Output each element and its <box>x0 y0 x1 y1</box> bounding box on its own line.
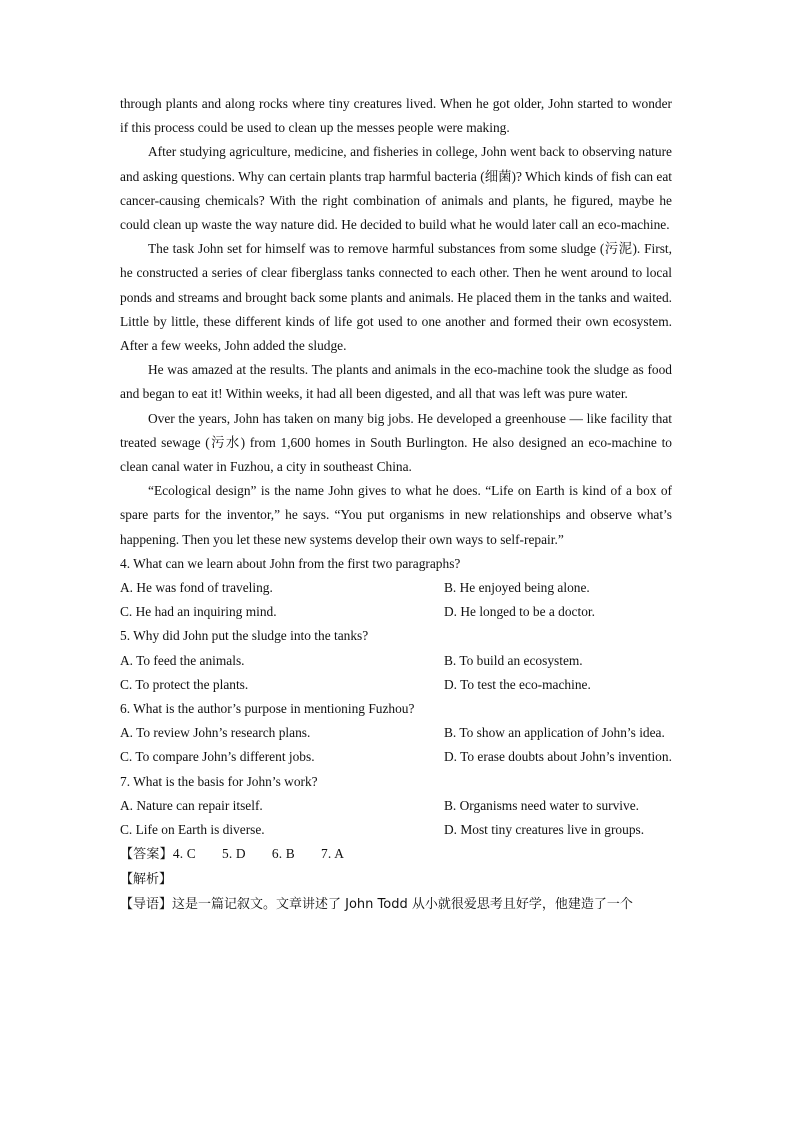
question-stem: 6. What is the author’s purpose in mentioning Fuzhou? <box>120 701 415 717</box>
option-b: B. He enjoyed being alone. <box>444 580 590 596</box>
answer-item: 6. B <box>271 846 295 862</box>
option-c: C. To compare John’s different jobs. <box>120 749 315 765</box>
answer-item: 7. A <box>320 846 345 862</box>
question-stem: 7. What is the basis for John’s work? <box>120 773 318 789</box>
question-5 <box>120 624 672 697</box>
guide-line <box>120 892 672 917</box>
option-a: A. He was fond of traveling. <box>120 580 273 596</box>
option-c: C. To protect the plants. <box>120 676 249 692</box>
options <box>120 794 672 842</box>
answer-label: 【答案】 <box>120 847 173 863</box>
option-b: B. To build an ecosystem. <box>444 652 583 668</box>
question-4 <box>120 552 672 625</box>
analysis-label: 【解析】 <box>120 871 173 887</box>
option-a: A. To review John’s research plans. <box>120 725 311 741</box>
question-6 <box>120 697 672 770</box>
option-c: C. He had an inquiring mind. <box>120 604 277 620</box>
passage-paragraph-1: through plants and along rocks where tiny creatures lived. When he got older, John started to wonder if this process could be used to clean up the messes people were making. <box>120 96 672 136</box>
option-d: D. He longed to be a doctor. <box>444 604 595 620</box>
answer-line <box>120 842 672 867</box>
question-stem: 5. Why did John put the sludge into the tanks? <box>120 628 369 644</box>
passage-paragraph-6: “Ecological design” is the name John gives to what he does. “Life on Earth is kind of a box of spare parts for the inventor,” he says. “You put organisms in new relationships and observe what’s happening. Then you let these new systems develop their own ways to self-repair.” <box>120 483 672 547</box>
guide-label: 【导语】 <box>120 896 173 912</box>
option-b: B. Organisms need water to survive. <box>444 797 639 813</box>
options <box>120 576 672 624</box>
option-d: D. To erase doubts about John’s invention. <box>444 749 672 765</box>
passage-paragraph-2: After studying agriculture, medicine, and fisheries in college, John went back to observing nature and asking questions. Why can certain plants trap harmful bacteria (细菌)? Which kinds of fish can eat cancer-causing chemicals? With the right combination of animals and plants, he figured, maybe he could clean up waste the way nature did. He decided to build what he would later call an eco-machine. <box>120 144 672 233</box>
option-b: B. To show an application of John’s idea. <box>444 725 665 741</box>
options <box>120 649 672 697</box>
guide-text: 这是一篇记叙文。文章讲述了 John Todd 从小就很爱思考且好学，他建造了一个 <box>172 896 633 912</box>
document-page <box>120 92 672 917</box>
passage-paragraph-5: Over the years, John has taken on many big jobs. He developed a greenhouse — like facility that treated sewage (污水) from 1,600 homes in South Burlington. He also designed an eco-machine to clean canal water in Fuzhou, a city in southeast China. <box>120 410 672 475</box>
option-d: D. Most tiny creatures live in groups. <box>444 822 645 838</box>
answer-item: 5. D <box>221 846 246 862</box>
passage-paragraph-4: He was amazed at the results. The plants and animals in the eco-machine took the sludge as food and began to eat it! Within weeks, it had all been digested, and all that was left was pure water. <box>120 362 672 402</box>
option-a: A. To feed the animals. <box>120 652 245 668</box>
option-c: C. Life on Earth is diverse. <box>120 822 265 838</box>
options <box>120 721 672 769</box>
option-a: A. Nature can repair itself. <box>120 797 263 813</box>
question-stem: 4. What can we learn about John from the first two paragraphs? <box>120 555 461 571</box>
passage-paragraph-3: The task John set for himself was to remove harmful substances from some sludge (污泥). First, he constructed a series of clear fiberglass tanks connected to each other. Then he went around to local ponds and streams and brought back some plants and animals. He placed them in the tanks and waited. Little by little, these different kinds of life got used to one another and formed their own ecosystem. After a few weeks, John added the sludge. <box>120 241 672 354</box>
question-7 <box>120 770 672 843</box>
option-d: D. To test the eco-machine. <box>444 676 591 692</box>
answer-item: 4. C <box>172 846 196 862</box>
